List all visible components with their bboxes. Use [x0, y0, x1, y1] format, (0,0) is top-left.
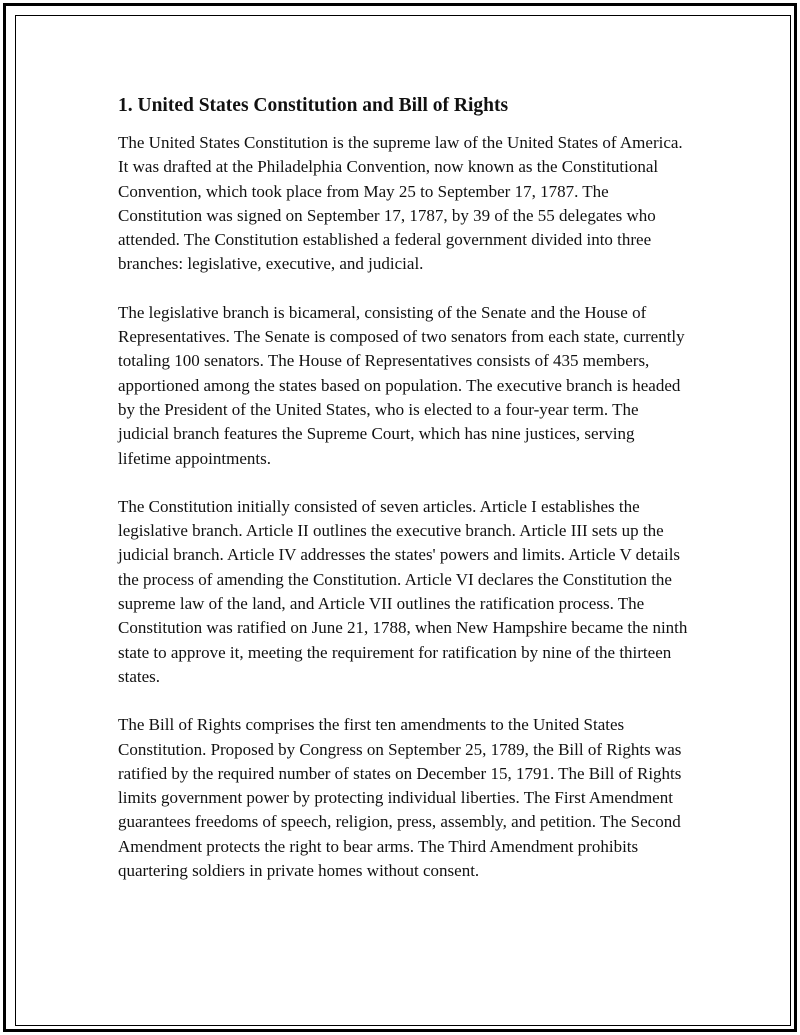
paragraph-branches: The legislative branch is bicameral, consisting of the Senate and the House of Representatives. The Senate is composed of two senators from each state, currently totaling 100 senators. The House of Representatives consists of 435 members, apportioned among the states based on population. The executive branch is headed by the President of the United States, who is elected to a four-year term. The judicial branch features the Supreme Court, which has nine justices, serving lifetime appointments.: [118, 302, 685, 468]
paragraph-articles: The Constitution initially consisted of seven articles. Article I establishes the legislative branch. Article II outlines the executive branch. Article III sets up the judicial branch. Article IV addresses the states' powers and limits. Article V details the process of amending the Constitution. Article VI declares the Constitution the supreme law of the land, and Article VII outlines the ratification process. The Constitution was ratified on June 21, 1788, when New Hampshire became the ninth state to approve it, meeting the requirement for ratification by nine of the thirteen states.: [118, 496, 688, 686]
paragraph-bill-of-rights: The Bill of Rights comprises the first ten amendments to the United States Constitution. Proposed by Congress on September 25, 1789, the Bill of Rights was ratified by the required number of states on December 15, 1791. The Bill of Rights limits government power by protecting individual liberties. The First Amendment guarantees freedoms of speech, religion, press, assembly, and petition. The Second Amendment protects the right to bear arms. The Third Amendment prohibits quartering soldiers in private homes without consent.: [118, 715, 682, 881]
document-body: [118, 93, 690, 907]
section-heading: 1. United States Constitution and Bill of Rights: [118, 95, 509, 116]
paragraph-constitution-overview: The United States Constitution is the supreme law of the United States of America. It was drafted at the Philadelphia Convention, now known as the Constitutional Convention, which took place from May 25 to September 17, 1787. The Constitution was signed on September 17, 1787, by 39 of the 55 delegates who attended. The Constitution established a federal government divided into three branches: legislative, executive, and judicial.: [118, 133, 683, 274]
